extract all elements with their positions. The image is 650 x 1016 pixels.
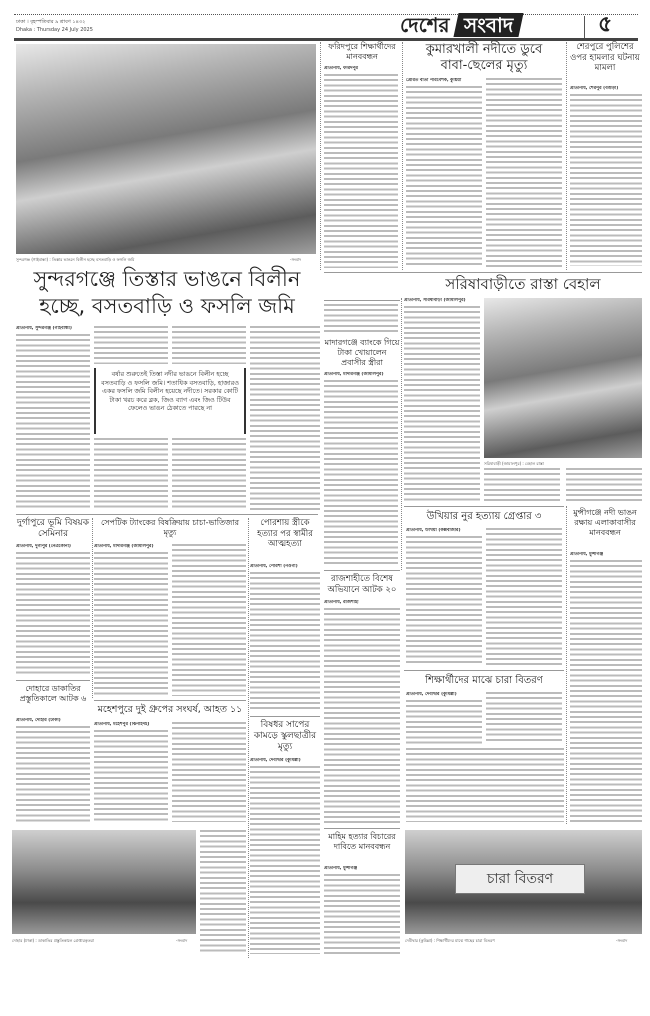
section-divider bbox=[250, 716, 320, 717]
sherpur-body bbox=[570, 94, 642, 266]
porsha-body bbox=[250, 572, 320, 712]
kumarkhali-body-col2 bbox=[486, 78, 562, 268]
durgapur-headline: দুর্গাপুরে ভূমি বিষয়ক সেমিনার bbox=[16, 518, 90, 539]
header-date-en: Dhaka : Thursday 24 July 2025 bbox=[16, 27, 93, 33]
masthead-part2-box bbox=[454, 13, 524, 37]
faridpur-byline: প্রতিনিধি, ফরিদপুর bbox=[324, 66, 359, 71]
ukhia-byline: প্রতিনিধি, উখিয়া (কক্সবাজার) bbox=[406, 528, 461, 533]
lead-body-col3-bottom bbox=[172, 438, 246, 510]
lead-headline-line1: সুন্দরগঞ্জে তিস্তার ভাঙনে বিলীন bbox=[33, 267, 301, 291]
section-divider bbox=[94, 700, 246, 701]
section-divider bbox=[324, 570, 400, 571]
chara-body-col1 bbox=[406, 700, 482, 744]
chara-headline: শিক্ষার্থীদের মাঝে চারা বিতরণ bbox=[425, 675, 543, 686]
lead-photo-caption: সুন্দরগঞ্জ (গাইবান্ধা) : তিস্তার ভাঙনে বিলীন হচ্ছে বসতবাড়ি ও ফসলি জমি bbox=[16, 257, 135, 262]
porsha-headline: পোরশায় স্ত্রীকে হত্যার পর স্বামীর আত্মহত্যা bbox=[257, 518, 313, 549]
lead-body-col2-bottom bbox=[94, 438, 168, 510]
masthead-part2: সংবাদ bbox=[464, 13, 514, 37]
sarishabari-photo-caption: সরিষাবাড়ী (জামালপুর) : বেহাল রাস্তা bbox=[484, 461, 544, 466]
kumarkhali-byline: প্রেরিত বার্তা পরিবেশক, কুষ্টিয়া bbox=[406, 78, 462, 83]
sarishabari-body-col1 bbox=[404, 306, 480, 502]
lead-body-col2-top bbox=[94, 326, 168, 364]
munshiganj-body bbox=[570, 560, 642, 822]
rajshahi-headline: রাজশাহীতে বিশেষ অভিযানে আটক ২০ bbox=[327, 574, 397, 595]
faridpur-body-continued bbox=[324, 304, 398, 334]
kumarkhali-headline-line2: বাবা-ছেলের মৃত্যু bbox=[440, 58, 528, 73]
kumarkhali-body-col1 bbox=[406, 86, 482, 268]
sarishabari-byline: প্রতিনিধি, সরিষাবাড়ী (জামালপুর) bbox=[404, 298, 466, 303]
mahim-byline: প্রতিনিধি, মুন্সীগঞ্জ bbox=[324, 866, 358, 871]
ukhia-body-col2 bbox=[486, 528, 562, 666]
header-date-bn: ঢাকা । বৃহস্পতিবার ৯ শ্রাবণ ১৪৩২ bbox=[16, 19, 86, 25]
septic-headline: সেপটিক ট্যাংকের বিষক্রিয়ায় চাচা-ভাতিজার মৃত্যু bbox=[101, 518, 239, 537]
lead-headline-line2: হচ্ছে, বসতবাড়ি ও ফসলি জমি bbox=[39, 294, 295, 318]
dohar-byline: প্রতিনিধি, দোহার (ঢাকা) bbox=[16, 718, 61, 723]
column-divider bbox=[566, 506, 567, 824]
lead-pull-quote-box bbox=[94, 368, 246, 434]
section-divider bbox=[404, 506, 564, 507]
lead-body-col3-top bbox=[172, 326, 246, 364]
lead-byline: প্রতিনিধি, সুন্দরগঞ্জ (গাইবান্ধা) bbox=[16, 326, 72, 331]
column-divider bbox=[320, 42, 321, 270]
madaripur-byline: প্রতিনিধি, মাদারগঞ্জ (জামালপুর) bbox=[324, 372, 384, 377]
kumarkhali-headline bbox=[404, 42, 564, 74]
chara-byline: প্রতিনিধি, দেবীদ্বার (কুমিল্লা) bbox=[406, 692, 457, 697]
header-dotted-rule bbox=[14, 14, 638, 15]
chara-body-col2 bbox=[486, 692, 562, 744]
porsha-byline: প্রতিনিধি, পোরশা (নওগাঁ) bbox=[250, 564, 298, 569]
chara-photo-credit: -সংবাদ bbox=[616, 938, 628, 943]
maheshpur-byline: প্রতিনিধি, মহেশপুর (ঝিনাইদহ) bbox=[94, 722, 150, 727]
chara-body-continued bbox=[406, 748, 564, 822]
durgapur-byline: প্রতিনিধি, দুর্গাপুর (নেত্রকোনা) bbox=[16, 544, 71, 549]
snake-body bbox=[250, 766, 320, 954]
column-divider bbox=[566, 42, 567, 270]
munshiganj-byline: প্রতিনিধি, মুন্সীগঞ্জ bbox=[570, 552, 604, 557]
column-divider bbox=[248, 518, 249, 958]
ukhia-body-col1 bbox=[406, 536, 482, 666]
dohar-photo-caption: দোহার (ঢাকা) : ডাকাতির প্রস্তুতিকালে গ্রেপ্তারকৃতরা bbox=[12, 938, 94, 943]
rajshahi-body bbox=[324, 608, 400, 824]
ukhia-headline: উখিয়ার নুর হত্যায় গ্রেপ্তার ৩ bbox=[426, 511, 542, 522]
column-divider bbox=[402, 42, 403, 270]
durgapur-body bbox=[16, 552, 90, 676]
lead-photo-credit: -সংবাদ bbox=[290, 257, 302, 262]
dohar-body bbox=[16, 726, 90, 822]
masthead-part1: দেশের bbox=[400, 13, 450, 37]
lead-pull-quote: বর্ষার শুরুতেই তিস্তা নদীর ভাঙনে বিলীন হচ্ছে বসতবাড়ি ও ফসলি জমি। শতাধিক বসতবাড়ি, হাজারও একর ফসলি জমি বিলীন হয়েছে নদীতে। সরকার কোটি টাকা খরচ করে ব্লক, জিও ব্যাগ এবং জিও টিউব ফেলেও ভাঙন ঠেকাতে পারছে না bbox=[101, 370, 239, 413]
sarishabari-body-col3 bbox=[566, 468, 642, 502]
munshiganj-headline: মুন্সীগঞ্জে নদী ভাঙন রক্ষায় এলাকাবাসীর মানববন্ধন bbox=[573, 508, 637, 537]
septic-byline: প্রতিনিধি, মাদারগঞ্জ (জামালপুর) bbox=[94, 544, 154, 549]
section-divider bbox=[16, 514, 318, 515]
maheshpur-body-col1 bbox=[94, 730, 168, 822]
rajshahi-byline: প্রতিনিধি, রাজশাহী bbox=[324, 600, 359, 605]
maheshpur-body-col2 bbox=[172, 722, 246, 822]
dohar-headline: দোহারে ডাকাতির প্রস্তুতিকালে আটক ৬ bbox=[19, 684, 87, 703]
column-divider bbox=[401, 298, 402, 570]
dohar-photo-arrested bbox=[12, 830, 196, 934]
sarishabari-body-col2 bbox=[484, 468, 560, 502]
chara-photo-banner: চারা বিতরণ bbox=[455, 864, 585, 894]
lead-headline bbox=[16, 266, 318, 320]
section-divider bbox=[404, 670, 564, 671]
lead-body-col1 bbox=[16, 334, 90, 510]
mahim-body bbox=[324, 874, 400, 954]
sherpur-byline: প্রতিনিধি, শেরপুর (বগুড়া) bbox=[570, 86, 619, 91]
lead-photo-river-erosion bbox=[16, 44, 316, 254]
kumarkhali-headline-line1: কুমারখালী নদীতে ডুবে bbox=[425, 42, 543, 57]
maheshpur-body-continued bbox=[200, 830, 246, 954]
section-divider bbox=[324, 828, 400, 829]
sherpur-headline: শেরপুরে পুলিশের ওপর হামলার ঘটনায় মামলা bbox=[570, 42, 640, 73]
header-rule bbox=[14, 38, 638, 41]
sarishabari-photo-road bbox=[484, 298, 642, 458]
chara-photo-caption: দেবীদ্বার (কুমিল্লা) : শিক্ষার্থীদের মাঝে গাছের চারা বিতরণ bbox=[405, 938, 495, 943]
madaripur-headline: মাদারগঞ্জে ব্যাংকে গিয়ে টাকা খোয়ালেন প্রবাসীর স্ত্রীরা bbox=[324, 338, 400, 367]
faridpur-headline: ফরিদপুরে শিক্ষার্থীদের মানববন্ধন bbox=[328, 42, 396, 61]
snake-headline: বিষধর সাপের কামড়ে স্কুলছাত্রীর মৃত্যু bbox=[253, 720, 317, 752]
section-divider bbox=[324, 272, 642, 273]
lead-body-col4 bbox=[250, 326, 320, 510]
column-divider bbox=[92, 518, 93, 698]
sarishabari-headline: সরিষাবাড়ীতে রাস্তা বেহাল bbox=[445, 275, 601, 293]
septic-body-col2 bbox=[172, 544, 246, 696]
section-divider bbox=[324, 300, 400, 301]
dohar-photo-credit: -সংবাদ bbox=[176, 938, 188, 943]
masthead-divider bbox=[584, 16, 585, 38]
mahim-headline: মাহিম হত্যার বিচারের দাবিতে মানববন্ধন bbox=[328, 832, 396, 851]
page-number: ৫ bbox=[598, 12, 613, 37]
septic-body-col1 bbox=[94, 552, 168, 696]
faridpur-body bbox=[324, 74, 398, 268]
section-divider bbox=[16, 680, 90, 681]
section-masthead bbox=[400, 13, 522, 37]
maheshpur-headline: মহেশপুরে দুই গ্রুপের সংঘর্ষ, আহত ১১ bbox=[97, 704, 243, 715]
snake-byline: প্রতিনিধি, দেবীদ্বার (কুমিল্লা) bbox=[250, 758, 301, 763]
madaripur-body bbox=[324, 380, 398, 566]
